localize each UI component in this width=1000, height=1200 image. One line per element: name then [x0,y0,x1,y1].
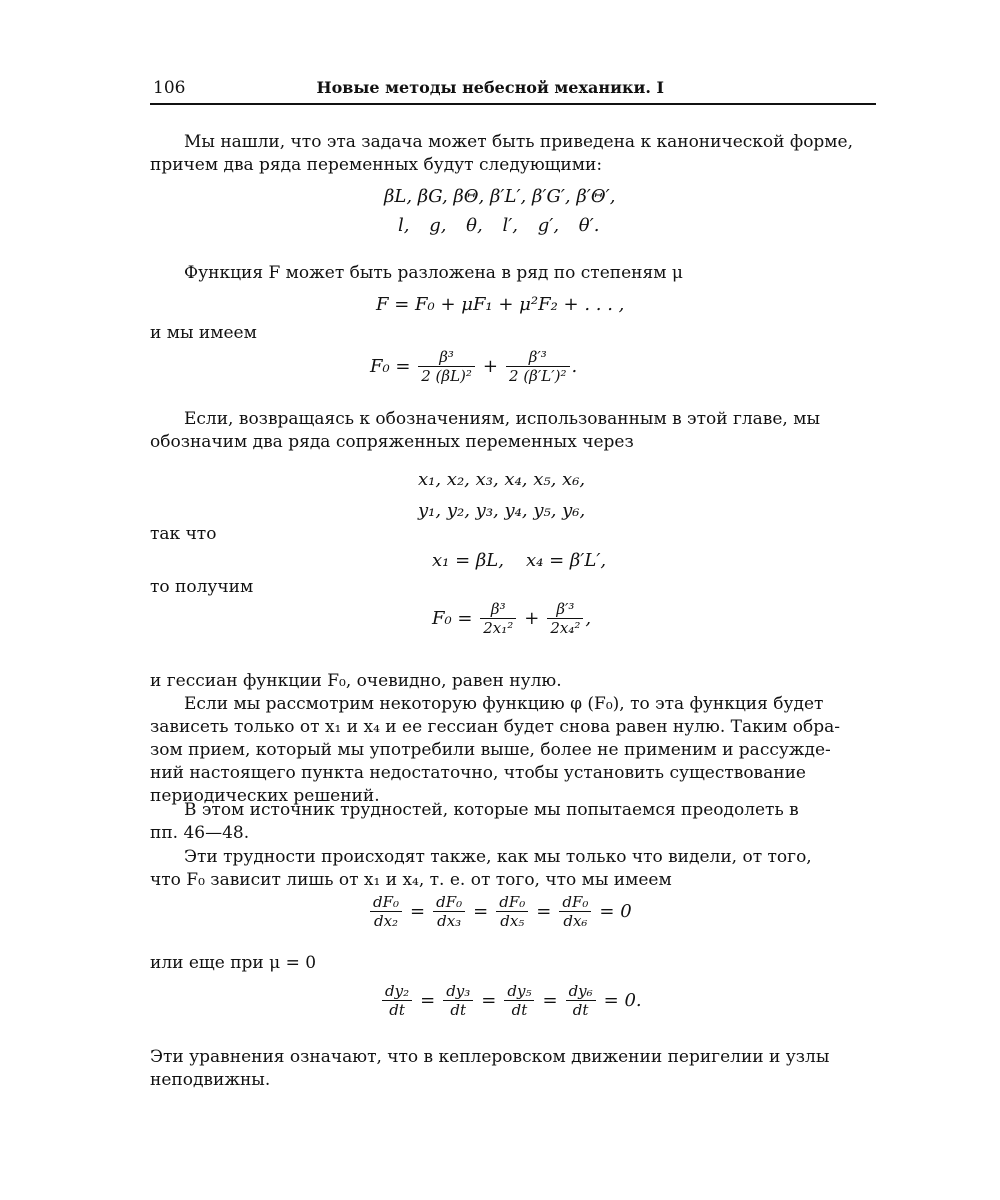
equation-lhs: F₀ = [432,608,473,629]
paragraph-line: и гессиан функции F₀, очевидно, равен нулю. [150,671,562,691]
equation-F0: F₀ = $\frac{\text{β³}}{\text{2 (βL)²}}$ + $\frac{\text{β′³}}{\text{2 (β′L′)²}}$ . [370,348,578,385]
variables-row-2: l, g, θ, l′, g′, θ′. [398,215,600,236]
paragraph-line: что F₀ зависит лишь от x₁ и x₄, т. е. от того, что мы имеем [150,870,672,890]
paragraph-line: то получим [150,577,254,597]
equals-sign: = [473,901,489,922]
fraction [504,982,534,1020]
paragraph-line: так что [150,524,217,544]
paragraph-line: обозначим два ряда сопряженных переменных через [150,432,634,452]
fraction-denominator: dx₆ [559,911,591,931]
page-header [150,78,876,102]
fraction-numerator: dF₀ [436,893,463,911]
fraction-denominator: dx₃ [433,911,465,931]
fraction [506,348,569,386]
fraction [480,600,516,638]
equation-tail: . [571,356,578,377]
equation-x1-x4 [432,550,606,571]
equals-sign: = [542,990,558,1011]
fraction-numerator: dy₂ [385,982,410,1000]
fraction [418,348,475,386]
equation-dF0 [368,893,638,931]
fraction-numerator: dF₀ [499,893,526,911]
y-variables: y₁, y₂, y₃, y₄, y₅, y₆, [418,500,586,521]
equals-sign: = [481,990,497,1011]
fraction [566,982,596,1020]
fraction [547,600,583,638]
paragraph-line: Эти уравнения означают, что в кеплеровском движении перигелии и узлы [150,1047,830,1067]
paragraph-line: В этом источник трудностей, которые мы попытаемся преодолеть в [184,800,799,820]
fraction-numerator: β³ [490,600,506,618]
fraction-denominator: 2x₄² [547,618,583,638]
fraction-numerator: dy₅ [507,982,532,1000]
fraction-denominator: dx₅ [496,911,528,931]
fraction [433,893,465,931]
paragraph-line: и мы имеем [150,323,257,343]
fraction-numerator: dF₀ [373,893,400,911]
equation-F-expansion: F = F₀ + μF₁ + μ²F₂ + . . . , [376,294,625,315]
fraction-denominator: dt [382,1000,412,1020]
paragraph-line: Если, возвращаясь к обозначениям, использованным в этой главе, мы [184,409,820,429]
variables-row-1: βL, βG, βΘ, β′L′, β′G′, β′Θ′, [384,186,616,207]
fraction-numerator: β′³ [528,348,547,366]
fraction [370,893,402,931]
equation-dy [380,982,648,1020]
x-variables: x₁, x₂, x₃, x₄, x₅, x₆, [418,469,586,490]
fraction-numerator: dF₀ [562,893,589,911]
paragraph-line: неподвижны. [150,1070,271,1090]
equation-tail: = 0. [603,990,642,1011]
fraction-numerator: dy₃ [446,982,471,1000]
header-rule [150,103,876,105]
paragraph-line: причем два ряда переменных будут следующими: [150,155,603,175]
paragraph-line: Если мы рассмотрим некоторую функцию φ (F₀), то эта функция будет [184,694,824,714]
fraction-denominator: dt [504,1000,534,1020]
fraction-denominator: 2 (βL)² [418,366,475,386]
equation-tail: , [585,608,592,629]
paragraph-line: зом прием, который мы употребили выше, более не применим и рассужде- [150,740,831,760]
paragraph-line: или еще при μ = 0 [150,953,317,973]
paragraph-line: зависеть только от x₁ и x₄ и ее гессиан будет снова равен нулю. Таким обра- [150,717,840,737]
equals-sign: = [410,901,426,922]
fraction-denominator: dx₂ [370,911,402,931]
equation-F0-in-x: F₀ = $\frac{\text{β³}}{\text{2x₁²}}$ + $\frac{\text{β′³}}{\text{2x₄²}}$ , [432,600,592,637]
running-title: Новые методы небесной механики. I [316,78,664,97]
fraction [443,982,473,1020]
fraction [496,893,528,931]
fraction [382,982,412,1020]
fraction-numerator: dy₆ [568,982,593,1000]
fraction-numerator: β′³ [556,600,575,618]
fraction-denominator: 2 (β′L′)² [506,366,569,386]
equation-x4: x₄ = β′L′, [525,550,607,571]
fraction-denominator: dt [566,1000,596,1020]
fraction-denominator: 2x₁² [480,618,516,638]
paragraph-line: Эти трудности происходят также, как мы только что видели, от того, [184,847,812,867]
equation-x1: x₁ = βL, [432,550,504,571]
paragraph-line: ний настоящего пункта недостаточно, чтобы установить существование [150,763,806,783]
fraction-numerator: β³ [439,348,454,366]
paragraph-line: пп. 46—48. [150,823,250,843]
page-number: 106 [153,78,186,98]
fraction [559,893,591,931]
equals-sign: = [420,990,436,1011]
equation-lhs: F₀ = [370,356,411,377]
paragraph-line: Функция F может быть разложена в ряд по степеням μ [184,263,683,283]
equation-tail: = 0 [599,901,632,922]
fraction-denominator: dt [443,1000,473,1020]
paragraph-line: Мы нашли, что эта задача может быть приведена к канонической форме, [184,132,853,152]
equals-sign: = [536,901,552,922]
paragraph-line: периодических решений. [150,786,380,806]
